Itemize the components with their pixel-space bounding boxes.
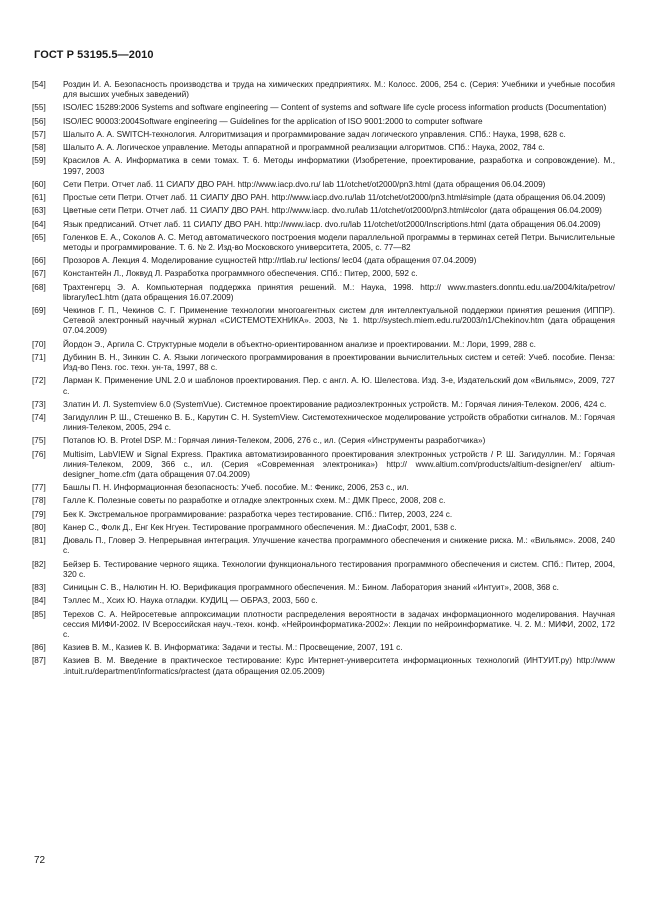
- reference-number: [79]: [32, 509, 46, 519]
- reference-text: Башлы П. Н. Информационная безопасность: Учеб. пособие. М.: Феникс, 2006, 253 с., ил.: [63, 483, 409, 493]
- reference-text: Тэллес М., Хсих Ю. Наука отладки. КУДИЦ — ОБРАЗ, 2003, 560 с.: [63, 596, 318, 606]
- reference-number: [55]: [32, 103, 46, 113]
- reference-item: [32, 376, 615, 396]
- reference-number: [73]: [32, 399, 46, 409]
- reference-item: [32, 523, 615, 533]
- reference-text: Потапов Ю. В. Protel DSP. М.: Горячая линия-Телеком, 2006, 276 с., ил. (Серия «Инструменты разработчика»): [63, 436, 486, 446]
- reference-number: [57]: [32, 129, 46, 139]
- reference-item: [32, 656, 615, 676]
- reference-text: Канер С., Фолк Д., Енг Кек Нгуен. Тестирование программного обеспечения. М.: ДиаСофт, 2001, 538 с.: [63, 522, 457, 532]
- reference-text: Голенков Е. А., Соколов А. С. Метод автоматического построения модели параллельной программы в терминах сетей Петри. Вычислительные методы и программирование. Т. 6. № 2. Изд-во Московского университета, 2005, с. 77—82: [63, 232, 615, 252]
- reference-text: Роздин И. А. Безопасность производства и труда на химических предприятиях. М.: Колосс. 2006, 254 с. (Серия: Учебники и учебные пособия для высших учебных заведений): [63, 80, 615, 100]
- reference-text: Цветные сети Петри. Отчет лаб. 11 СИАПУ ДВО РАН. http://www.iacp. dvo.ru/lab 11/otchet/ot2000/pn3.html#color (дата обращения 06.04.2009): [63, 206, 602, 216]
- reference-item: [32, 560, 615, 580]
- reference-item: [32, 180, 615, 190]
- reference-text: Multisim, LabVIEW и Signal Express. Практика автоматизированного проектирования электронных устройств / Р. Ш. Загидуллин. М.: Горячая линия-Телеком, 2009, 366 с., ил. (Серия «Современная электроника») http:// www.altium.com/products/altium-designer/en/ altium-designer_home.cfm (дата обращения 07.04.2009): [63, 449, 615, 479]
- reference-number: [56]: [32, 116, 46, 126]
- reference-number: [66]: [32, 256, 46, 266]
- reference-number: [77]: [32, 483, 46, 493]
- reference-number: [70]: [32, 339, 46, 349]
- reference-number: [75]: [32, 436, 46, 446]
- reference-item: [32, 643, 615, 653]
- reference-item: [32, 306, 615, 336]
- reference-number: [76]: [32, 449, 46, 459]
- reference-text: Прозоров А. Лекция 4. Моделирование сущностей http://rtlab.ru/ lections/ lec04 (дата обращения 07.04.2009): [63, 256, 477, 266]
- reference-item: [32, 80, 615, 100]
- reference-number: [65]: [32, 232, 46, 242]
- reference-text: Чекинов Г. П., Чекинов С. Г. Применение технологии многоагентных систем для интеллектуальной поддержки принятия решения (ИППР). Сетевой электронный научный журнал «СИСТЕМОТЕХНИКА». 2003, № 1. http://systech.miem.edu.ru/2003/n1/Chekinov.htm (дата обращения 07.04.2009): [63, 306, 615, 336]
- reference-number: [68]: [32, 282, 46, 292]
- reference-number: [59]: [32, 156, 46, 166]
- reference-number: [54]: [32, 80, 46, 89]
- reference-text: Казиев В. М. Введение в практическое тестирование: Курс Интернет-университета информационных технологий (ИНТУИТ.ру) http://www .intuit.ru/department/informatics/practest (дата обращения 02.05.2009): [63, 656, 615, 676]
- reference-number: [85]: [32, 609, 46, 619]
- reference-number: [81]: [32, 536, 46, 546]
- reference-item: [32, 536, 615, 556]
- reference-number: [80]: [32, 522, 46, 532]
- reference-number: [71]: [32, 352, 46, 362]
- reference-text: Дюваль П., Гловер Э. Непрерывная интеграция. Улучшение качества программного обеспечения и снижение риска. М.: «Вильямс». 2008, 240 с.: [63, 536, 615, 556]
- reference-item: [32, 193, 615, 203]
- reference-number: [87]: [32, 656, 46, 666]
- reference-text: Казиев В. М., Казиев К. В. Информатика: Задачи и тесты. М.: Просвещение, 2007, 191 с.: [63, 643, 403, 653]
- reference-text: ISO/IEC 15289:2006 Systems and software engineering — Content of systems and software life cycle process information products (Documentation): [63, 103, 607, 113]
- reference-text: ISO/IEC 90003:2004Software engineering — Guidelines for the application of ISO 9001:2000 to computer software: [63, 116, 483, 126]
- reference-item: [32, 413, 615, 433]
- reference-text: Загидуллин Р. Ш., Стешенко В. Б., Карутин С. Н. SystemView. Системотехническое моделирование устройств обработки сигналов. М.: Горячая линия-Телеком, 2005, 294 с.: [63, 413, 615, 433]
- reference-item: [32, 283, 615, 303]
- reference-item: [32, 156, 615, 176]
- reference-item: [32, 436, 615, 446]
- reference-item: [32, 103, 615, 113]
- reference-number: [64]: [32, 219, 46, 229]
- reference-number: [63]: [32, 206, 46, 216]
- document-header: ГОСТ Р 53195.5—2010: [34, 49, 154, 61]
- reference-item: [32, 130, 615, 140]
- reference-item: [32, 400, 615, 410]
- reference-list: [32, 80, 615, 680]
- reference-text: Ларман К. Применение UNL 2.0 и шаблонов проектирования. Пер. с англ. А. Ю. Шелестова. Изд. 3-е, Издательский дом «Вильямс», 2009, 727 с.: [63, 376, 615, 396]
- reference-item: [32, 510, 615, 520]
- reference-text: Галле К. Полезные советы по разработке и отладке электронных схем. М.: ДМК Пресс, 2008, 208 с.: [63, 496, 446, 506]
- reference-item: [32, 583, 615, 593]
- reference-number: [72]: [32, 376, 46, 386]
- reference-text: Йордон Э., Аргила С. Структурные модели в объектно-ориентированном анализе и проектировании. М.: Лори, 1999, 288 с.: [63, 339, 536, 349]
- reference-text: Язык предписаний. Отчет лаб. 11 СИАПУ ДВО РАН. http://www.iacp. dvo.ru/lab 11/otchet/ot2000/Inscriptions.html (дата обращения 06.04.2009): [63, 219, 601, 229]
- reference-text: Синицын С. В., Налютин Н. Ю. Верификация программного обеспечения. М.: Бином. Лаборатория знаний «Интуит», 2008, 368 с.: [63, 583, 559, 593]
- reference-number: [82]: [32, 559, 46, 569]
- reference-item: [32, 340, 615, 350]
- reference-item: [32, 256, 615, 266]
- page-number: 72: [34, 855, 46, 866]
- reference-text: Дубинин В. Н., Зинкин С. А. Языки логического программирования в проектировании вычислительных систем и сетей: Учеб. пособие. Пенза: Изд-во Пенз. гос. техн. ун-та, 1997, 88 с.: [63, 352, 615, 373]
- reference-number: [78]: [32, 496, 46, 506]
- reference-item: [32, 450, 615, 480]
- reference-number: [67]: [32, 269, 46, 279]
- reference-text: Трахтенгерц Э. А. Компьютерная поддержка принятия решений. М.: Наука, 1998. http:// www.masters.donntu.edu.ua/2004/kita/petrov/ library/lec1.htm (дата обращения 16.07.2009): [63, 282, 615, 302]
- reference-item: [32, 143, 615, 153]
- reference-item: [32, 117, 615, 127]
- reference-item: [32, 233, 615, 253]
- reference-item: [32, 206, 615, 216]
- reference-number: [83]: [32, 583, 46, 593]
- reference-text: Златин И. Л. Systemview 6.0 (SystemVue). Системное проектирование радиоэлектронных устройств. М.: Горячая линия-Телеком. 2006, 424 с.: [63, 399, 607, 409]
- reference-item: [32, 353, 615, 373]
- reference-item: [32, 269, 615, 279]
- reference-item: [32, 483, 615, 493]
- reference-text: Константейн Л., Локвуд Л. Разработка программного обеспечения. СПб.: Питер, 2000, 592 с.: [63, 269, 418, 279]
- reference-text: Сети Петри. Отчет лаб. 11 СИАПУ ДВО РАН. http://www.iacp.dvo.ru/ lab 11/otchet/ot2000/pn3.html (дата обращения 06.04.2009): [63, 179, 546, 189]
- reference-text: Бейзер Б. Тестирование черного ящика. Технологии функционального тестирования программного обеспечения и систем. СПб.: Питер, 2004, 320 с.: [63, 559, 615, 579]
- reference-number: [61]: [32, 193, 46, 203]
- reference-item: [32, 610, 615, 640]
- reference-text: Терехов С. А. Нейросетевые аппроксимации плотности распределения вероятности в задачах информационного моделирования. Научная сессия МИФИ-2002. IV Всероссийская науч.-техн. конф. «Нейроинформатика-2002»: Лекции по нейроинформатике. Ч. 2. М.: МИФИ, 2002, 172 с.: [63, 609, 615, 639]
- reference-number: [86]: [32, 643, 46, 653]
- reference-number: [58]: [32, 143, 46, 153]
- reference-text: Бек К. Экстремальное программирование: разработка через тестирование. СПб.: Питер, 2003, 224 с.: [63, 509, 453, 519]
- reference-number: [84]: [32, 596, 46, 606]
- reference-number: [69]: [32, 306, 46, 316]
- reference-item: [32, 220, 615, 230]
- reference-text: Шалыто А. А. Логическое управление. Методы аппаратной и программной реализации алгоритмов. СПб.: Наука, 2002, 784 с.: [63, 143, 545, 153]
- reference-text: Простые сети Петри. Отчет лаб. 11 СИАПУ ДВО РАН. http://www.iacp.dvo.ru/lab 11/otchet/ot2000/pn3.html#simple (дата обращения 06.04.2009): [63, 193, 606, 203]
- reference-number: [60]: [32, 179, 46, 189]
- reference-item: [32, 596, 615, 606]
- reference-text: Красилов А. А. Информатика в семи томах. Т. 6. Методы информатики (Изобретение, проектирование, разработка и сопровождение). М., 1997, 2003: [63, 156, 615, 176]
- reference-number: [74]: [32, 413, 46, 422]
- reference-item: [32, 496, 615, 506]
- reference-text: Шалыто А. А. SWITCH-технология. Алгоритмизация и программирование задач логического управления. СПб.: Наука, 1998, 628 с.: [63, 129, 566, 139]
